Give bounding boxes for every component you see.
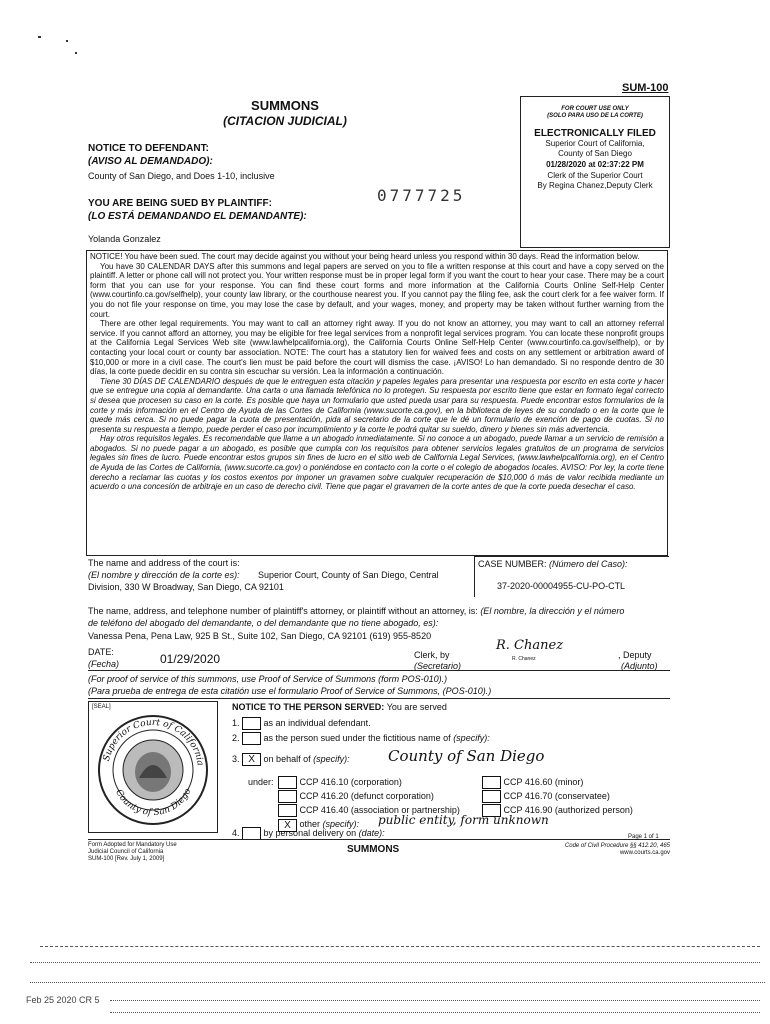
ccp-option[interactable] [278,775,460,789]
efiled-heading: ELECTRONICALLY FILED [534,128,656,139]
item-number: 3. [232,753,240,764]
scan-speck [75,52,77,54]
notice-box [86,250,668,556]
ccp-label: CCP 416.10 (corporation) [299,777,402,787]
other-specify: (specify): [322,819,360,830]
attorney-label-text: The name, address, and telephone number of plaintiff's attorney, or plaintiff without an attorney, is: [88,606,478,616]
summons-title: SUMMONS [251,98,319,113]
served-heading-text: NOTICE TO THE PERSON SERVED: [232,702,385,712]
ccp-right-list [482,775,633,817]
served-item-2 [232,732,490,745]
on-behalf-value[interactable]: County of San Diego [388,747,545,765]
ccp-option[interactable] [482,803,633,817]
plaintiff-label: YOU ARE BEING SUED BY PLAINTIFF: [88,198,272,209]
ccp-checkbox[interactable] [278,790,297,803]
court-seal-icon [92,712,214,828]
date-label-es: (Fecha) [88,659,120,669]
efiled-county: County of San Diego [558,149,632,158]
deputy-label-es: (Adjunto) [621,661,658,671]
court-address-value-2: Division, 330 W Broadway, San Diego, CA 92101 [88,582,284,592]
footer-title: SUMMONS [347,844,400,855]
case-number-value: 37-2020-00004955-CU-PO-CTL [497,581,626,591]
seal-text-top: Superior Court of California [101,717,205,767]
attorney-label-es-2: de teléfono del abogado del demandante, o del demandante que no tiene abogado, es): [88,618,439,628]
ccp-label: CCP 416.20 (defunct corporation) [299,791,434,802]
ccp-checkbox[interactable] [278,804,297,817]
seal-label: [SEAL] [92,704,111,710]
ccp-checkbox[interactable] [482,776,501,789]
ccp-option[interactable] [482,775,633,789]
served-item-3 [232,753,350,766]
on-behalf-checkbox[interactable]: X [242,753,261,766]
footer-left [88,842,177,863]
footer-right [552,843,670,857]
clerk-label: Clerk, by [414,650,450,660]
served-heading [232,702,447,712]
court-use-label-es: (SOLO PARA USO DE LA CORTE) [547,113,643,119]
notice-paragraph: NOTICE! You have been sued. The court may decide against you without your being heard unless you respond within 30 days. Read the information below. [90,252,640,261]
clerk-label-es: (Secretario) [414,661,462,671]
footer-code: Code of Civil Procedure §§ 412.20, 465 [564,843,670,849]
ccp-label: CCP 416.90 (authorized person) [503,805,633,816]
defendant-label-es: (AVISO AL DEMANDADO): [88,156,213,167]
ccp-checkbox[interactable] [482,804,501,817]
ccp-checkbox[interactable] [278,776,297,789]
other-label: other [299,819,321,830]
attorney-value: Vanessa Pena, Pena Law, 925 B St., Suite 102, San Diego, CA 92101 (619) 955-8520 [88,631,432,641]
under-label: under: [248,777,274,787]
case-number-label-es: (Número del Caso): [549,559,628,569]
summons-subtitle: (CITACION JUDICIAL) [223,114,347,128]
case-number-label [475,557,669,571]
footer-judicial-council: Judicial Council of California [88,849,164,855]
scan-line [110,1000,760,1001]
efiled-stamp [521,128,669,191]
notice-paragraph: There are other legal requirements. You may want to call an attorney right away. If you do not know an attorney, you may want to call an attorney referral service. If you cannot afford an attorney, you may be eligible for free legal services from a nonprofit legal services program. You can locate these nonprofit groups at the California Legal Services Web site (www.lawhelpcalifornia.org), the California Courts Online Self-Help Center (www.courtinfo.ca.gov/selfhelp), or by contacting your local court or county bar association. NOTE: The court has a statutory lien for waived fees and costs on any settlement or arbitration award of $10,000 or more in a civil case. The court's lien must be paid before the court will dismiss the case. ¡AVISO! Lo han demandado. Si no responde dentro de 30 días, la corte puede decidir en su contra sin escuchar su versión. Lea la información a continuación. [90,319,664,377]
item-label: as the person sued under the fictitious name of [263,732,451,743]
scan-line [30,982,765,983]
efiled-court: Superior Court of California, [545,139,645,148]
fictitious-name-checkbox[interactable] [242,732,261,745]
scan-speck [66,40,68,42]
stamp-number: 0777725 [377,186,466,205]
seal-box [88,701,218,833]
scan-speck [38,36,41,38]
efiled-clerk: Clerk of the Superior Court [547,171,643,180]
item-specify: (date): [358,827,385,838]
notice-paragraph: Tiene 30 DÍAS DE CALENDARIO después de que le entreguen esta citación y papeles legales para presentar una respuesta por escrito en esta corte y hacer que se entregue una copia al demandante. Una carta o una llamada telefónica no lo protegen. Su respuesta por escrito tiene que estar en formato legal correcto si desea que procesen su caso en la corte. Es posible que haya un formulario que usted pueda usar para su respuesta. Puede encontrar estos formularios de la corte y más información en el Centro de Ayuda de las Cortes de California (www.sucorte.ca.gov), en la biblioteca de leyes de su condado o en la corte que le quede más cerca. Si no puede pagar la cuota de presentación, pida al secretario de la corte que le dé un formulario de exención de pago de cuotas. Si no presenta su respuesta a tiempo, puede perder el caso por incumplimiento y la corte le podrá quitar su sueldo, dinero y bienes sin más advertencia. [90,376,664,434]
court-address-value: Superior Court, County of San Diego, Central [258,570,439,580]
item-label: on behalf of [263,753,311,764]
date-rule [88,670,670,671]
case-number-box [474,556,669,597]
efiled-deputy: By Regina Chanez,Deputy Clerk [537,181,653,190]
plaintiff-value: Yolanda Gonzalez [88,234,161,244]
footer-form-adopted: Form Adopted for Mandatory Use [88,842,177,848]
scan-line [30,962,760,963]
deputy-label: , Deputy [618,650,652,660]
ccp-checkbox[interactable] [482,790,501,803]
date-label: DATE: [88,647,114,657]
served-section [88,698,670,837]
court-use-box [520,96,670,248]
form-number: SUM-100 [622,82,669,94]
item-label: as an individual defendant. [263,717,371,728]
proof-line: (For proof of service of this summons, use Proof of Service of Summons (form POS-010).) [88,674,448,684]
individual-checkbox[interactable] [242,717,261,730]
ccp-label: CCP 416.60 (minor) [503,777,584,787]
other-checkbox[interactable]: X [278,819,297,832]
footer-rule [88,839,670,840]
bottom-stamp: Feb 25 2020 CR 5 [26,995,100,1005]
attorney-label-es: (El nombre, la dirección y el número [480,606,625,616]
plaintiff-label-es: (LO ESTÁ DEMANDANDO EL DEMANDANTE): [88,211,307,222]
ccp-label: CCP 416.40 (association or partnership) [299,805,460,816]
item-specify: (specify): [453,732,490,743]
item-label: by personal delivery on [263,827,357,838]
defendant-label: NOTICE TO DEFENDANT: [88,143,209,154]
court-use-label: FOR COURT USE ONLY [561,106,629,112]
proof-line-es: (Para prueba de entrega de esta citatión use el formulario Proof of Service of Summons, (POS-010).) [88,686,492,696]
notice-paragraph: You have 30 CALENDAR DAYS after this summons and legal papers are served on you to file a written response at this court and have a copy served on the plaintiff. A letter or phone call will not protect you. Your written response must be in proper legal form if you want the court to hear your case. There may be a court form that you can use for your response. You can find these court forms and more information at the California Courts Online Self-Help Center (www.courtinfo.ca.gov/selfhelp), your county law library, or the courthouse nearest you. If you cannot pay the filing fee, ask the court clerk for a fee waiver form. If you do not file your response on time, you may lose the case by default, and your wages, money, and property may be taken without further warning from the court. [90,261,664,319]
clerk-printed-name: R. Chanez [512,656,536,662]
attorney-label [88,606,668,616]
item-specify: (specify): [313,753,350,764]
court-address-label-es: (El nombre y dirección de la corte es): [88,570,240,580]
item-number: 1. [232,717,240,728]
footer-revision: SUM-100 [Rev. July 1, 2009] [88,856,165,862]
footer-website: www.courts.ca.gov [619,850,670,856]
scan-line [110,1012,760,1013]
item-number: 4. [232,827,240,838]
court-address-label: The name and address of the court is: [88,558,240,568]
other-value[interactable]: public entity, form unknown [378,813,549,827]
served-item-1 [232,717,371,730]
served-heading-rest: You are served [386,702,447,712]
clerk-signature: R. Chanez [496,638,564,653]
case-number-label-text: CASE NUMBER: [478,559,547,569]
defendant-value: County of San Diego, and Does 1-10, inclusive [88,171,275,181]
efiled-datetime: 01/28/2020 at 02:37:22 PM [546,160,644,169]
ccp-label: CCP 416.70 (conservatee) [503,791,610,802]
ccp-option[interactable] [482,789,633,803]
scan-line [40,946,760,947]
seal-text-bottom: County of San Diego [113,787,194,819]
ccp-option[interactable] [278,789,460,803]
notice-paragraph: Hay otros requisitos legales. Es recomendable que llame a un abogado inmediatamente. Si no conoce a un abogado, puede llamar a un servicio de remisión a abogados. Si no puede pagar a un abogado, es posible que cumpla con los requisitos para obtener servicios legales gratuitos de un programa de servicios legales sin fines de lucro. Puede encontrar estos grupos sin fines de lucro en el sitio web de California Legal Services, (www.lawhelpcalifornia.org), en el Centro de Ayuda de las Cortes de California, (www.sucorte.ca.gov) o poniéndose en contacto con la corte o el colegio de abogados locales. AVISO: Por ley, la corte tiene derecho a reclamar las cuotas y los costos exentos por imponer un gravamen sobre cualquier recuperación de $10,000 ó más de valor recibida mediante un acuerdo o una concesión de arbitraje en un caso de derecho civil. Tiene que pagar el gravamen de la corte antes de que la corte pueda desechar el caso. [90,434,664,492]
item-number: 2. [232,732,240,743]
footer-page: Page 1 of 1 [628,834,659,840]
date-value: 01/29/2020 [160,652,221,666]
